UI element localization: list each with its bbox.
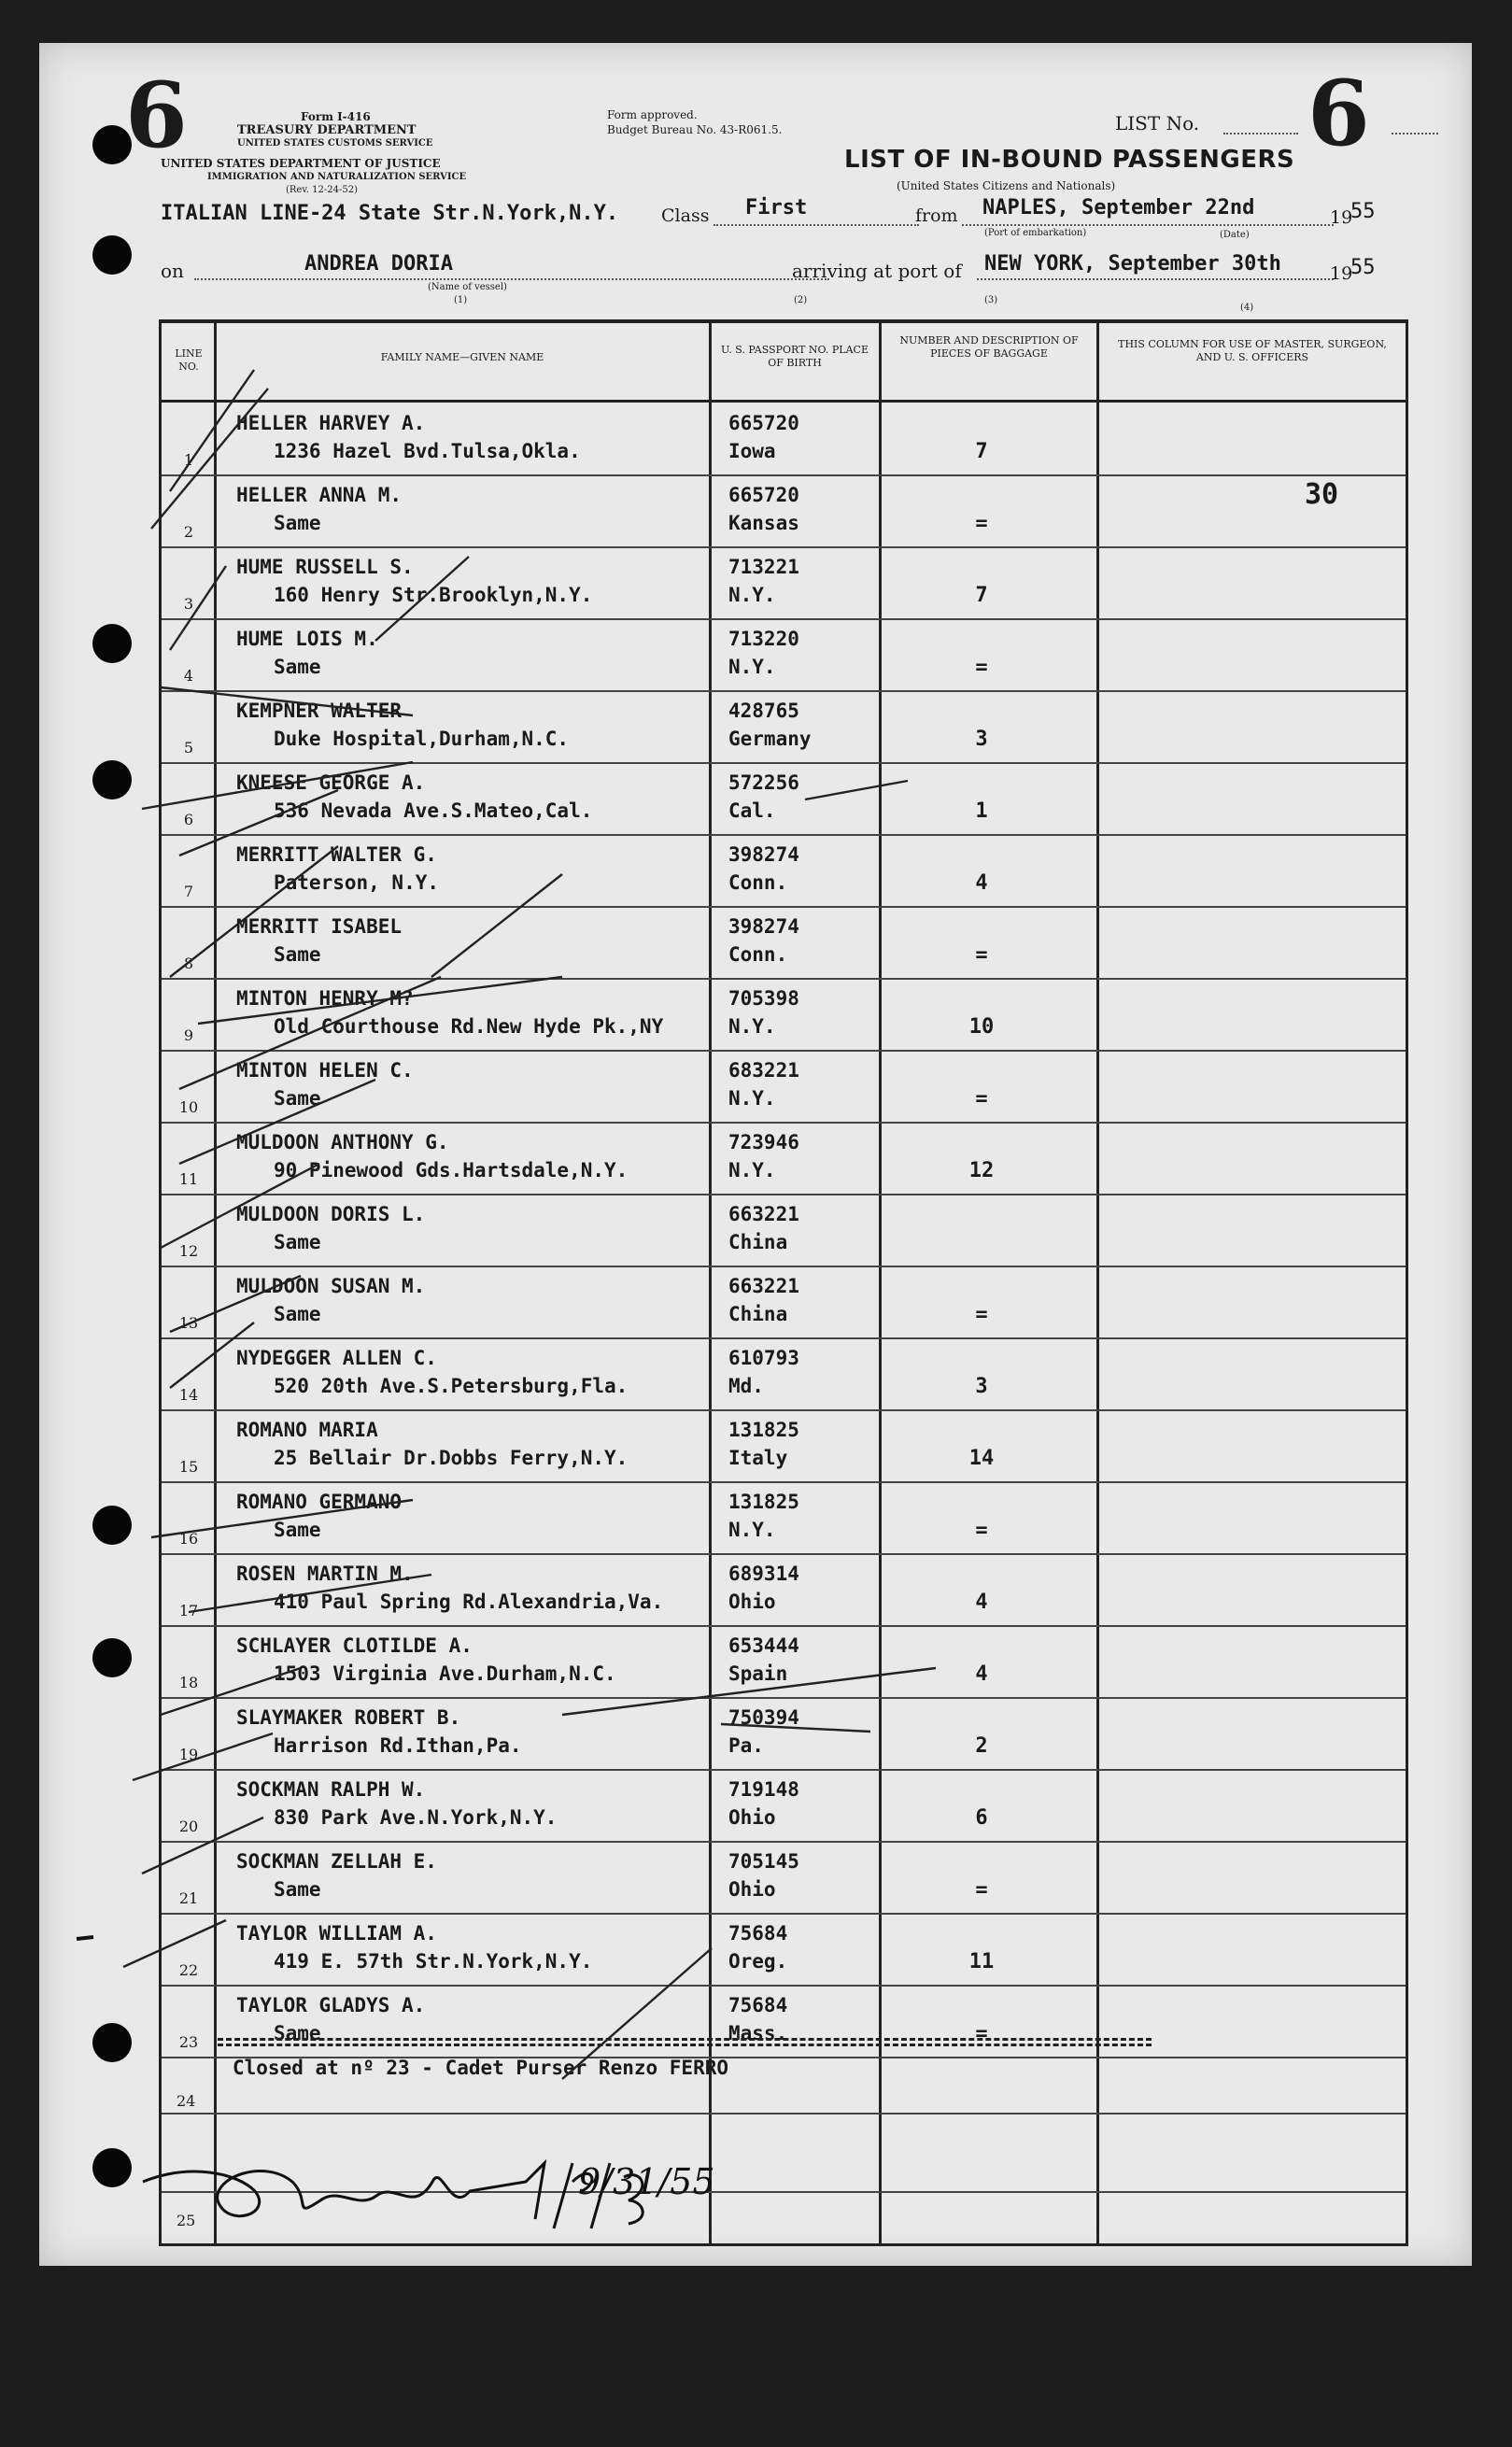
col-family-name: FAMILY NAME—GIVEN NAME: [380, 351, 544, 363]
passport-number: 683221: [728, 1059, 799, 1082]
passenger-name: SOCKMAN RALPH W.: [236, 1778, 426, 1801]
passenger-name: ROMANO GERMANO: [236, 1491, 403, 1513]
line-number: 4: [183, 667, 194, 685]
passport-number: 398274: [728, 843, 799, 866]
treasury-dept: TREASURY DEPARTMENT: [237, 123, 417, 137]
baggage-count: 4: [975, 1662, 988, 1686]
line-company: ITALIAN LINE-24 State Str.N.York,N.Y.: [161, 202, 619, 225]
line-number-25: 25: [177, 2212, 196, 2229]
line-number: 19: [178, 1746, 199, 1763]
vessel-caption: (Name of vessel): [428, 282, 507, 292]
officer-note: 30: [1305, 478, 1339, 511]
sheet-number-right: 6: [1307, 61, 1370, 166]
place-of-birth: Ohio: [728, 1878, 776, 1901]
year2-prefix: 19: [1330, 263, 1353, 284]
line-number: 18: [178, 1674, 199, 1691]
year-value: 55: [1350, 200, 1376, 223]
passenger-name: MERRITT WALTER G.: [236, 843, 437, 866]
passenger-name: MINTON HENRY M?: [236, 987, 414, 1010]
justice-dept: UNITED STATES DEPARTMENT OF JUSTICE: [161, 157, 441, 170]
line-number: 20: [178, 1818, 199, 1835]
year2-value: 55: [1350, 256, 1376, 279]
year-prefix: 19: [1330, 207, 1353, 228]
baggage-count: 7: [975, 584, 988, 607]
passenger-name: MINTON HELEN C.: [236, 1059, 414, 1082]
port-embark-caption: (Port of embarkation): [984, 228, 1087, 238]
col-line-no: LINE NO.: [175, 347, 203, 373]
baggage-count: 7: [975, 440, 988, 463]
passport-number: 75684: [728, 1994, 788, 2016]
passenger-address: 536 Nevada Ave.S.Mateo,Cal.: [274, 799, 593, 822]
baggage-count: 1: [975, 799, 988, 823]
passenger-name: HUME RUSSELL S.: [236, 556, 414, 578]
place-of-birth: China: [728, 1231, 788, 1253]
place-of-birth: Ohio: [728, 1806, 776, 1829]
passenger-name: NYDEGGER ALLEN C.: [236, 1347, 437, 1369]
arriving-value: NEW YORK, September 30th: [984, 252, 1281, 276]
passport-number: 713220: [728, 628, 799, 650]
passenger-address: Same: [274, 1519, 321, 1541]
line-number: 11: [178, 1170, 199, 1188]
place-of-birth: N.Y.: [728, 1087, 776, 1110]
passenger-address: Same: [274, 2022, 321, 2044]
place-of-birth: N.Y.: [728, 656, 776, 678]
from-value: NAPLES, September 22nd: [982, 196, 1255, 219]
arriving-label: arriving at port of: [792, 260, 962, 282]
passport-number: 663221: [728, 1203, 799, 1225]
customs-service: UNITED STATES CUSTOMS SERVICE: [237, 138, 433, 149]
baggage-count: 3: [975, 728, 988, 751]
col-passport: U. S. PASSPORT NO. PLACE OF BIRTH: [720, 344, 869, 369]
place-of-birth: Italy: [728, 1447, 788, 1469]
revision: (Rev. 12-24-52): [286, 185, 359, 195]
line-number: 6: [183, 811, 194, 828]
line-number: 13: [178, 1314, 199, 1332]
passenger-name: HELLER HARVEY A.: [236, 412, 426, 434]
budget-bureau: Budget Bureau No. 43-R061.5.: [607, 123, 783, 136]
baggage-count: =: [975, 1878, 988, 1902]
passenger-name: SCHLAYER CLOTILDE A.: [236, 1634, 473, 1657]
passenger-address: Duke Hospital,Durham,N.C.: [274, 728, 570, 750]
passenger-address: 419 E. 57th Str.N.York,N.Y.: [274, 1950, 593, 1973]
passenger-name: KNEESE GEORGE A.: [236, 771, 426, 794]
passport-number: 713221: [728, 556, 799, 578]
passenger-address: Same: [274, 512, 321, 534]
line-number: 2: [183, 523, 194, 541]
date-caption: (Date): [1220, 230, 1250, 240]
caption-4: (4): [1240, 303, 1254, 313]
passport-number: 705145: [728, 1850, 799, 1873]
line-number-24: 24: [177, 2092, 196, 2110]
class-value: First: [745, 196, 808, 219]
baggage-count: =: [975, 1519, 988, 1542]
passenger-name: MULDOON ANTHONY G.: [236, 1131, 449, 1153]
passenger-name: TAYLOR GLADYS A.: [236, 1994, 426, 2016]
form-subtitle: (United States Citizens and Nationals): [897, 179, 1116, 192]
passenger-name: MERRITT ISABEL: [236, 915, 403, 938]
signature-date: 9/31/55: [578, 2161, 715, 2202]
line-number: 9: [183, 1026, 194, 1044]
passport-number: 705398: [728, 987, 799, 1010]
passenger-address: 90 Pinewood Gds.Hartsdale,N.Y.: [274, 1159, 629, 1181]
baggage-count: =: [975, 2022, 988, 2045]
passport-number: 653444: [728, 1634, 799, 1657]
passenger-name: HUME LOIS M.: [236, 628, 378, 650]
passport-number: 428765: [728, 700, 799, 722]
baggage-count: 10: [968, 1015, 995, 1039]
sheet-number-left: 6: [125, 63, 188, 168]
passport-number: 572256: [728, 771, 799, 794]
passenger-name: TAYLOR WILLIAM A.: [236, 1922, 437, 1945]
line-number: 10: [178, 1098, 199, 1116]
col-officers: THIS COLUMN FOR USE OF MASTER, SURGEON, AND U. S. OFFICERS: [1118, 338, 1387, 363]
passenger-address: 1236 Hazel Bvd.Tulsa,Okla.: [274, 440, 581, 462]
passport-number: 131825: [728, 1491, 799, 1513]
passport-number: 750394: [728, 1706, 799, 1729]
passport-number: 398274: [728, 915, 799, 938]
list-no-label: LIST No.: [1115, 112, 1200, 134]
place-of-birth: Conn.: [728, 943, 788, 966]
line-number: 12: [178, 1242, 199, 1260]
passenger-address: Same: [274, 1231, 321, 1253]
passenger-address: 830 Park Ave.N.York,N.Y.: [274, 1806, 558, 1829]
caption-3: (3): [984, 295, 998, 305]
baggage-count: 14: [968, 1447, 995, 1470]
line-number: 14: [178, 1386, 199, 1404]
passport-number: 723946: [728, 1131, 799, 1153]
passenger-address: Same: [274, 1303, 321, 1325]
ins-service: IMMIGRATION AND NATURALIZATION SERVICE: [207, 172, 467, 182]
place-of-birth: Md.: [728, 1375, 764, 1397]
on-label: on: [161, 260, 184, 282]
line-number: 1: [183, 451, 194, 469]
line-number: 23: [178, 2033, 199, 2051]
baggage-count: =: [975, 1303, 988, 1326]
caption-2: (2): [794, 295, 808, 305]
place-of-birth: Oreg.: [728, 1950, 788, 1973]
passenger-name: SLAYMAKER ROBERT B.: [236, 1706, 461, 1729]
baggage-count: 4: [975, 1591, 988, 1614]
passenger-address: 25 Bellair Dr.Dobbs Ferry,N.Y.: [274, 1447, 629, 1469]
passenger-address: 1503 Virginia Ave.Durham,N.C.: [274, 1662, 616, 1685]
passenger-address: 520 20th Ave.S.Petersburg,Fla.: [274, 1375, 629, 1397]
passport-number: 610793: [728, 1347, 799, 1369]
baggage-count: 6: [975, 1806, 988, 1830]
baggage-count: =: [975, 656, 988, 679]
passport-number: 719148: [728, 1778, 799, 1801]
baggage-count: =: [975, 943, 988, 967]
place-of-birth: Pa.: [728, 1734, 764, 1757]
line-number: 17: [178, 1602, 199, 1620]
passenger-name: MULDOON SUSAN M.: [236, 1275, 426, 1297]
baggage-count: =: [975, 1087, 988, 1110]
line-number: 15: [178, 1458, 199, 1476]
caption-1: (1): [454, 295, 468, 305]
passenger-name: KEMPNER WALTER: [236, 700, 403, 722]
baggage-count: 2: [975, 1734, 988, 1758]
place-of-birth: Spain: [728, 1662, 788, 1685]
vessel-name: ANDREA DORIA: [304, 252, 453, 276]
baggage-count: =: [975, 512, 988, 535]
passport-number: 689314: [728, 1563, 799, 1585]
passenger-address: 410 Paul Spring Rd.Alexandria,Va.: [274, 1591, 664, 1613]
passenger-name: SOCKMAN ZELLAH E.: [236, 1850, 437, 1873]
line-number: 16: [178, 1530, 199, 1548]
col-baggage: NUMBER AND DESCRIPTION OF PIECES OF BAGGAGE: [899, 334, 1079, 360]
place-of-birth: N.Y.: [728, 584, 776, 606]
passport-number: 665720: [728, 412, 799, 434]
form-title: LIST OF IN-BOUND PASSENGERS: [844, 146, 1295, 174]
place-of-birth: N.Y.: [728, 1159, 776, 1181]
passenger-address: Same: [274, 656, 321, 678]
place-of-birth: Kansas: [728, 512, 799, 534]
passenger-address: Same: [274, 1878, 321, 1901]
passenger-address: Same: [274, 943, 321, 966]
place-of-birth: N.Y.: [728, 1519, 776, 1541]
passport-number: 665720: [728, 484, 799, 506]
passport-number: 75684: [728, 1922, 788, 1945]
baggage-count: 4: [975, 871, 988, 895]
check-marks: [39, 43, 1472, 2266]
line-number: 21: [178, 1889, 199, 1907]
form-approved: Form approved.: [607, 108, 698, 121]
line-number: 8: [183, 955, 194, 972]
passenger-address: Paterson, N.Y.: [274, 871, 440, 894]
passenger-name: HELLER ANNA M.: [236, 484, 403, 506]
place-of-birth: China: [728, 1303, 788, 1325]
place-of-birth: Conn.: [728, 871, 788, 894]
line-number: 22: [178, 1961, 199, 1979]
passenger-name: ROSEN MARTIN M.: [236, 1563, 414, 1585]
from-label: from: [915, 205, 958, 226]
line-number: 3: [183, 595, 194, 613]
place-of-birth: Cal.: [728, 799, 776, 822]
place-of-birth: Ohio: [728, 1591, 776, 1613]
line-number: 7: [183, 883, 194, 900]
passport-number: 663221: [728, 1275, 799, 1297]
passenger-address: Old Courthouse Rd.New Hyde Pk.,NY: [274, 1015, 664, 1038]
form-id: Form I-416: [301, 110, 371, 123]
place-of-birth: Mass.: [728, 2022, 788, 2044]
baggage-count: 12: [968, 1159, 995, 1182]
baggage-count: 3: [975, 1375, 988, 1398]
place-of-birth: N.Y.: [728, 1015, 776, 1038]
passport-number: 131825: [728, 1419, 799, 1441]
baggage-count: 11: [968, 1950, 995, 1973]
class-label: Class: [661, 205, 710, 226]
place-of-birth: Germany: [728, 728, 812, 750]
manifest-sheet: [39, 43, 1472, 2266]
place-of-birth: Iowa: [728, 440, 776, 462]
closing-note: Closed at nº 23 - Cadet Purser Renzo FERRO: [233, 2057, 729, 2079]
passenger-name: ROMANO MARIA: [236, 1419, 378, 1441]
passenger-address: 160 Henry Str.Brooklyn,N.Y.: [274, 584, 593, 606]
passenger-address: Harrison Rd.Ithan,Pa.: [274, 1734, 522, 1757]
passenger-address: Same: [274, 1087, 321, 1110]
line-number: 5: [183, 739, 194, 757]
passenger-name: MULDOON DORIS L.: [236, 1203, 426, 1225]
